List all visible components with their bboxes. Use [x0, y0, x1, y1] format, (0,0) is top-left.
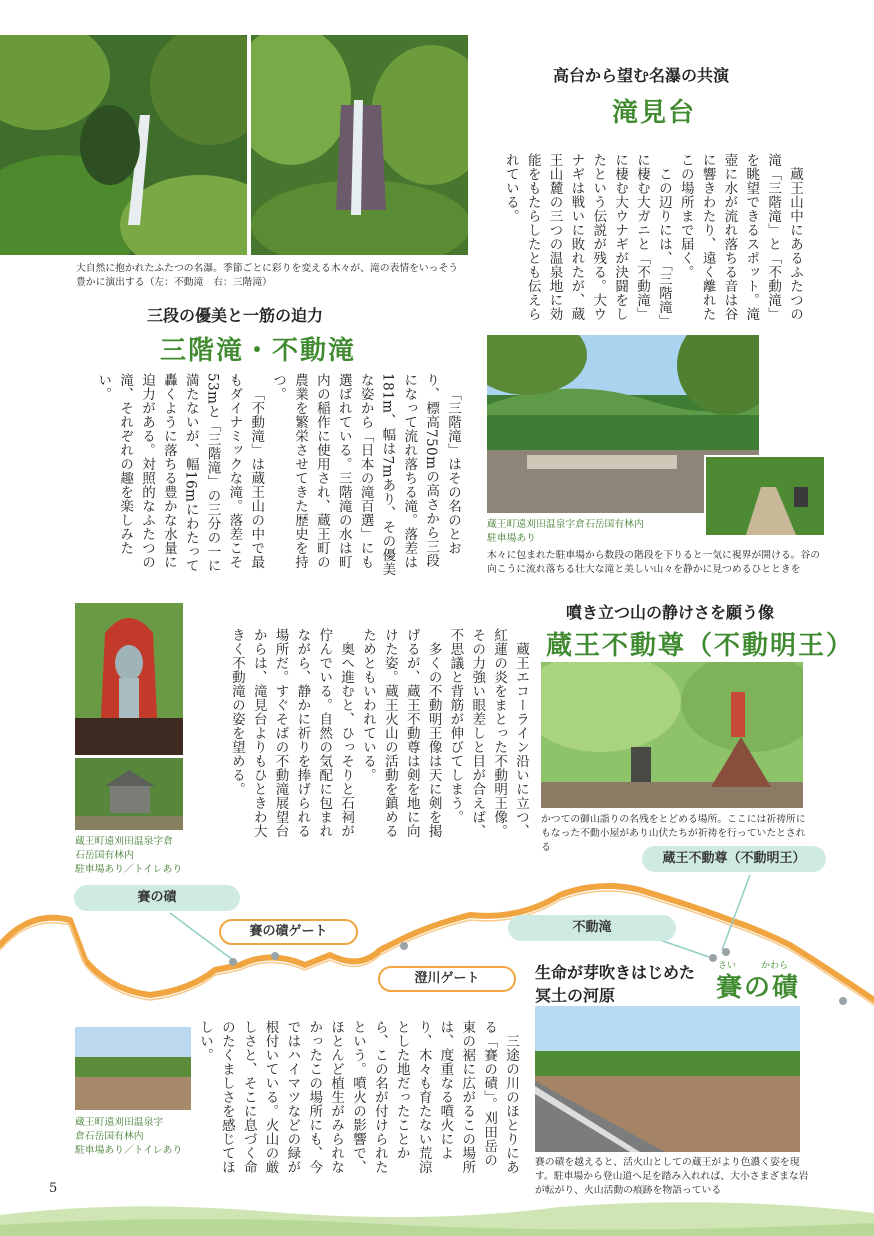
- page-number: 5: [49, 1181, 58, 1196]
- photo-sainokawara-road: [535, 1006, 800, 1152]
- bottom-decoration: [0, 1195, 874, 1236]
- sainokawara-photo-caption: 賽の磧を越えると、活火山としての蔵王がより色濃く姿を現す。駐車場から登山道へ足を踏み入れれば、大小さまざまな岩が転がり、火山活動の痕跡を物語っている: [535, 1157, 809, 1197]
- sainokawara-ruby-kawara: かわら: [761, 961, 789, 971]
- photo-fudoudaki: [0, 35, 247, 255]
- marker-right: [839, 997, 847, 1005]
- sainokawara-title: 賽の磧: [716, 973, 801, 1003]
- sangaidaki-title: 三階滝・不動滝: [160, 336, 357, 366]
- leader-fudouson: [722, 875, 750, 950]
- marker-fudoudaki: [709, 954, 717, 962]
- sainokawara-ruby-sai: さい: [718, 961, 737, 971]
- sainokawara-subtitle-1: 生命が芽吹きはじめた: [535, 963, 696, 982]
- fudouson-title: 蔵王不動尊（不動明王）: [546, 631, 855, 661]
- sangaidaki-paragraph: 「三階滝」はその名のとおり、標高750mの高さから三段になって流れ落ちる滝。落差は181m、幅は7mあり、その優美な姿から「日本の滝百選」にも選ばれている。三階滝の水は町内の稲作に使用され、蔵王町の農業を繁栄させてきた歴史を持つ。: [270, 373, 461, 576]
- takimidai-title: 滝見台: [612, 98, 697, 128]
- sangaidaki-paragraph: 「不動滝」は蔵王山の中で最もダイナミックな滝。落差こそ53mと「三階滝」の三分の一に満たないが、幅16mにわたって轟くように落ちる豊かな水量に迫力がある。対照的なふたつの滝、それぞれの趣を楽しみたい。: [95, 373, 265, 573]
- takimidai-paragraph: 蔵王山中にあるふたつの滝「三階滝」と「不動滝」を眺望できるスポット。滝壺に水が流れ落ちる音は谷に響きわたり、遠く離れたこの場所まで届く。: [677, 153, 803, 321]
- map-label-sainokawara: 賽の磧: [74, 885, 240, 911]
- photo-sainokawara-small: [75, 1027, 191, 1110]
- takimidai-paragraph: この辺りには、「三階滝」に棲む大ガニと「不動滝」に棲む大ウナギが決闘をしたという伝説が残る。大ウナギは戦いに敗れたが、蔵王山麓の三つの温泉地に効能をもたらしたとも伝えられている。: [502, 153, 672, 321]
- sainokawara-body: [196, 1020, 521, 1180]
- top-photo-caption: 大自然に抱かれたふたつの名瀑。季節ごとに彩りを変える木々が、滝の表情をいっそう豊かに演出する（左：不動滝 右：三階滝）: [76, 263, 459, 289]
- map-label-fudoudaki: 不動滝: [508, 915, 676, 941]
- fudouson-info: 蔵王町遠刈田温泉字倉 石岳国有林内 駐車場あり／トイレあり: [75, 836, 183, 876]
- sangaidaki-body: [78, 373, 463, 578]
- takimidai-body: [500, 153, 805, 323]
- photo-fudouson-site: [541, 662, 803, 808]
- map-label-fudouson: 蔵王不動尊（不動明王）: [642, 846, 826, 872]
- takimidai-subtitle: 高台から望む名瀑の共演: [553, 66, 730, 85]
- takimidai-photo-caption: 木々に包まれた駐車場から数段の階段を下りると一気に視界が開ける。谷の向こうに流れ落ちる壮大な滝と美しい山々を静かに見つめるひとときを: [487, 550, 821, 576]
- sainokawara-info: 蔵王町遠刈田温泉字 倉石岳国有林内 駐車場あり／トイレあり: [75, 1117, 183, 1157]
- photo-stone-shrine: [75, 758, 183, 830]
- fudouson-subtitle: 噴き立つ山の静けさを願う像: [566, 603, 775, 622]
- sainokawara-subtitle-2: 冥土の河原: [535, 986, 616, 1005]
- marker-fudouson: [722, 948, 730, 956]
- photo-takimidai-path: [704, 455, 826, 537]
- marker-sainokawara-gate: [271, 952, 279, 960]
- fudouson-body: [196, 628, 531, 838]
- map-label-sumikawa-gate: 澄川ゲート: [378, 966, 516, 992]
- marker-sumikawa-gate: [400, 942, 408, 950]
- sangaidaki-subtitle: 三段の優美と一筋の迫力: [147, 306, 324, 325]
- sainokawara-paragraph: 三途の川のほとりにある「賽の磧」。刈田岳の東の裾に広がるこの場所は、度重なる噴火により、木々も育たない荒涼とした地だったことから、この名が付けられたという。噴火の影響で、ほとんど植生がみられなかったこの場所にも、今ではハイマツなどの緑が根付いている。火山の厳しさと、そこに息づく命のたくましさを感じてほしい。: [196, 1020, 519, 1174]
- fudouson-paragraph: 奥へ進むと、ひっそりと石祠が佇んでいる。自然の気配に包まれながら、静かに祈りを捧げられる場所だ。すぐそばの不動滝展望台からは、滝見台よりもひときわ大きく不動滝の姿を望める。: [228, 628, 355, 838]
- photo-fudoumyouou-statue: [75, 603, 183, 755]
- marker-sainokawara: [229, 958, 237, 966]
- photo-sangaidaki: [251, 35, 468, 255]
- takimidai-info: 蔵王町遠刈田温泉字倉石岳国有林内 駐車場あり: [487, 519, 644, 545]
- fudouson-paragraph: 蔵王エコーライン沿いに立つ、紅蓮の炎をまとった不動明王像。その力強い眼差しと目が合えば、不思議と背筋が伸びてしまう。: [447, 628, 529, 838]
- fudouson-paragraph: 多くの不動明王像は天に剣を掲げるが、蔵王不動尊は剣を地に向けた姿。蔵王火山の活動を鎮めるためともいわれている。: [359, 628, 442, 838]
- leader-fudoudaki: [660, 940, 712, 958]
- fudouson-photo-caption: かつての御山詣りの名残をとどめる場所。ここには祈祷所にもなった不動小屋があり山伏たちが祈祷を行っていたとされる: [541, 814, 806, 854]
- map-label-sainokawara-gate: 賽の磧ゲート: [219, 919, 358, 945]
